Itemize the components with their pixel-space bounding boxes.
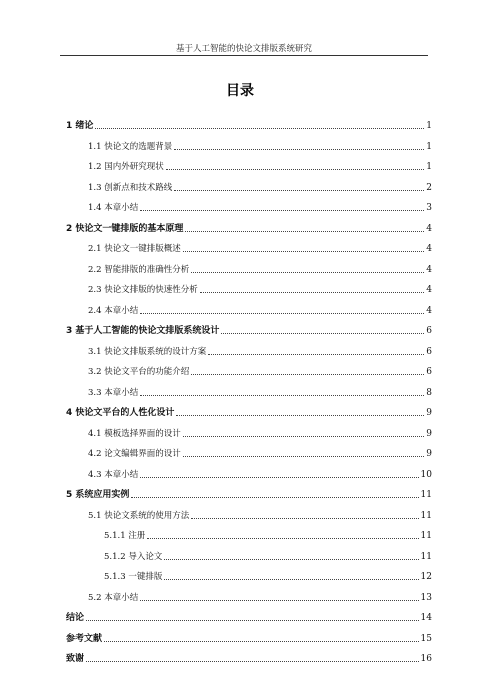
toc-entry-label: 5.1 快论文系统的使用方法 (88, 510, 190, 521)
toc-entry[interactable] (104, 528, 432, 542)
toc-leader-dots (176, 415, 424, 416)
toc-entry-page: 3 (426, 203, 432, 213)
toc-entry-page: 14 (420, 613, 432, 623)
toc-entry-page: 6 (426, 326, 432, 336)
toc-leader-dots (86, 661, 419, 662)
toc-entry[interactable] (88, 303, 432, 317)
toc-entry-label: 1.2 国内外研究现状 (88, 162, 164, 172)
toc-entry-page: 11 (420, 551, 432, 562)
toc-entry-page: 13 (420, 592, 432, 603)
toc-entry-label: 5.1.2 导入论文 (104, 551, 163, 562)
toc-entry[interactable] (88, 446, 432, 460)
toc-entry-label: 2 快论文一键排版的基本原理 (66, 223, 184, 234)
toc-entry-page: 16 (420, 654, 432, 664)
toc-entry[interactable] (88, 262, 432, 276)
toc-leader-dots (174, 190, 424, 191)
toc-leader-dots (164, 559, 418, 560)
toc-entry[interactable] (88, 590, 432, 604)
toc-entry-label: 3.3 本章小结 (88, 387, 139, 398)
toc-entry[interactable] (88, 508, 432, 522)
toc-leader-dots (183, 251, 425, 252)
toc-entry-label: 2.4 本章小结 (88, 305, 139, 316)
toc-leader-dots (147, 538, 418, 539)
toc-entry[interactable] (88, 241, 432, 255)
toc-entry[interactable] (88, 467, 432, 481)
toc-entry-label: 5.1.3 一键排版 (104, 572, 163, 582)
toc-leader-dots (183, 456, 425, 457)
toc-entry-label: 5.2 本章小结 (88, 592, 139, 603)
toc-entry-page: 15 (420, 633, 432, 644)
toc-entry-page: 4 (426, 244, 432, 254)
toc-entry[interactable] (88, 139, 432, 153)
toc-entry-label: 4.2 论文编辑界面的设计 (88, 449, 181, 459)
toc-entry-label: 1.3 创新点和技术路线 (88, 182, 173, 193)
toc-leader-dots (140, 210, 424, 211)
toc-entry-page: 11 (420, 490, 432, 500)
toc-entry-page: 9 (426, 428, 432, 439)
toc-entry[interactable] (88, 282, 432, 296)
toc-entry[interactable] (104, 549, 432, 563)
toc-entry[interactable] (88, 426, 432, 440)
toc-entry-page: 12 (420, 572, 432, 582)
toc-entry-label: 2.1 快论文一键排版概述 (88, 244, 181, 254)
toc-leader-dots (221, 333, 424, 334)
toc-leader-dots (140, 600, 418, 601)
running-header: 基于人工智能的快论文排版系统研究 (175, 44, 312, 54)
toc-entry-page: 10 (420, 469, 432, 480)
toc-entry-label: 4 快论文平台的人性化设计 (66, 408, 175, 418)
toc-entry-page: 1 (426, 162, 432, 172)
toc-leader-dots (208, 354, 424, 355)
toc-leader-dots (174, 149, 424, 150)
toc-entry[interactable] (66, 221, 432, 235)
toc-entry-page: 1 (426, 121, 432, 131)
toc-entry[interactable] (88, 364, 432, 378)
toc-entry-label: 4.3 本章小结 (88, 469, 139, 480)
toc-entry-page: 2 (426, 182, 432, 193)
toc-leader-dots (191, 518, 418, 519)
toc-entry[interactable] (66, 405, 432, 419)
toc-entry[interactable] (104, 569, 432, 583)
toc-entry-page: 9 (426, 449, 432, 459)
toc-entry-label: 5.1.1 注册 (104, 531, 146, 541)
toc-entry-page: 11 (420, 510, 432, 521)
toc-entry-label: 参考文献 (66, 633, 103, 644)
toc-entry-page: 6 (426, 367, 432, 377)
toc-leader-dots (166, 169, 425, 170)
toc-leader-dots (191, 374, 424, 375)
toc-entry-label: 致谢 (66, 654, 85, 664)
toc-entry-label: 3.2 快论文平台的功能介绍 (88, 367, 190, 377)
toc-entry-label: 2.2 智能排版的准确性分析 (88, 264, 190, 275)
toc-entry-page: 4 (426, 223, 432, 234)
toc-leader-dots (164, 579, 418, 580)
toc-leader-dots (104, 641, 419, 642)
toc-entry-label: 1.1 快论文的选题背景 (88, 141, 173, 152)
toc-entry-page: 9 (426, 408, 432, 418)
toc-entry[interactable] (66, 487, 432, 501)
toc-entry-label: 5 系统应用实例 (66, 490, 130, 500)
toc-entry-label: 3 基于人工智能的快论文排版系统设计 (66, 326, 220, 336)
toc-entry-label: 4.1 模板选择界面的设计 (88, 428, 181, 439)
toc-leader-dots (86, 620, 419, 621)
toc-entry[interactable] (88, 344, 432, 358)
toc-entry-page: 6 (426, 346, 432, 357)
toc-entry-page: 1 (426, 141, 432, 152)
toc-entry-label: 1.4 本章小结 (88, 203, 139, 213)
toc-entry[interactable] (66, 631, 432, 645)
toc-entry-label: 结论 (66, 613, 85, 623)
toc-entry-page: 4 (426, 264, 432, 275)
toc-entry-label: 2.3 快论文排版的快速性分析 (88, 285, 198, 295)
header-rule (60, 55, 428, 56)
toc-entry[interactable] (66, 118, 432, 132)
toc-leader-dots (140, 395, 424, 396)
toc-entry-label: 1 绪论 (66, 121, 94, 131)
toc-entry[interactable] (88, 385, 432, 399)
toc-leader-dots (95, 128, 424, 129)
toc-leader-dots (200, 292, 425, 293)
toc-leader-dots (183, 436, 425, 437)
toc-entry-page: 8 (426, 387, 432, 398)
page-title: 目录 (226, 83, 254, 99)
toc-entry[interactable] (88, 159, 432, 173)
toc-entry-page: 4 (426, 285, 432, 295)
toc-entry-page: 4 (426, 305, 432, 316)
toc-leader-dots (191, 272, 424, 273)
toc-entry[interactable] (88, 200, 432, 214)
toc-entry-page: 11 (420, 531, 432, 541)
toc-entry[interactable] (66, 323, 432, 337)
toc-entry-label: 3.1 快论文排版系统的设计方案 (88, 346, 207, 357)
toc-entry[interactable] (88, 180, 432, 194)
toc-leader-dots (131, 497, 418, 498)
toc-leader-dots (185, 231, 424, 232)
toc-entry[interactable] (66, 651, 432, 665)
toc-entry[interactable] (66, 610, 432, 624)
toc-leader-dots (140, 477, 418, 478)
toc-leader-dots (140, 313, 424, 314)
